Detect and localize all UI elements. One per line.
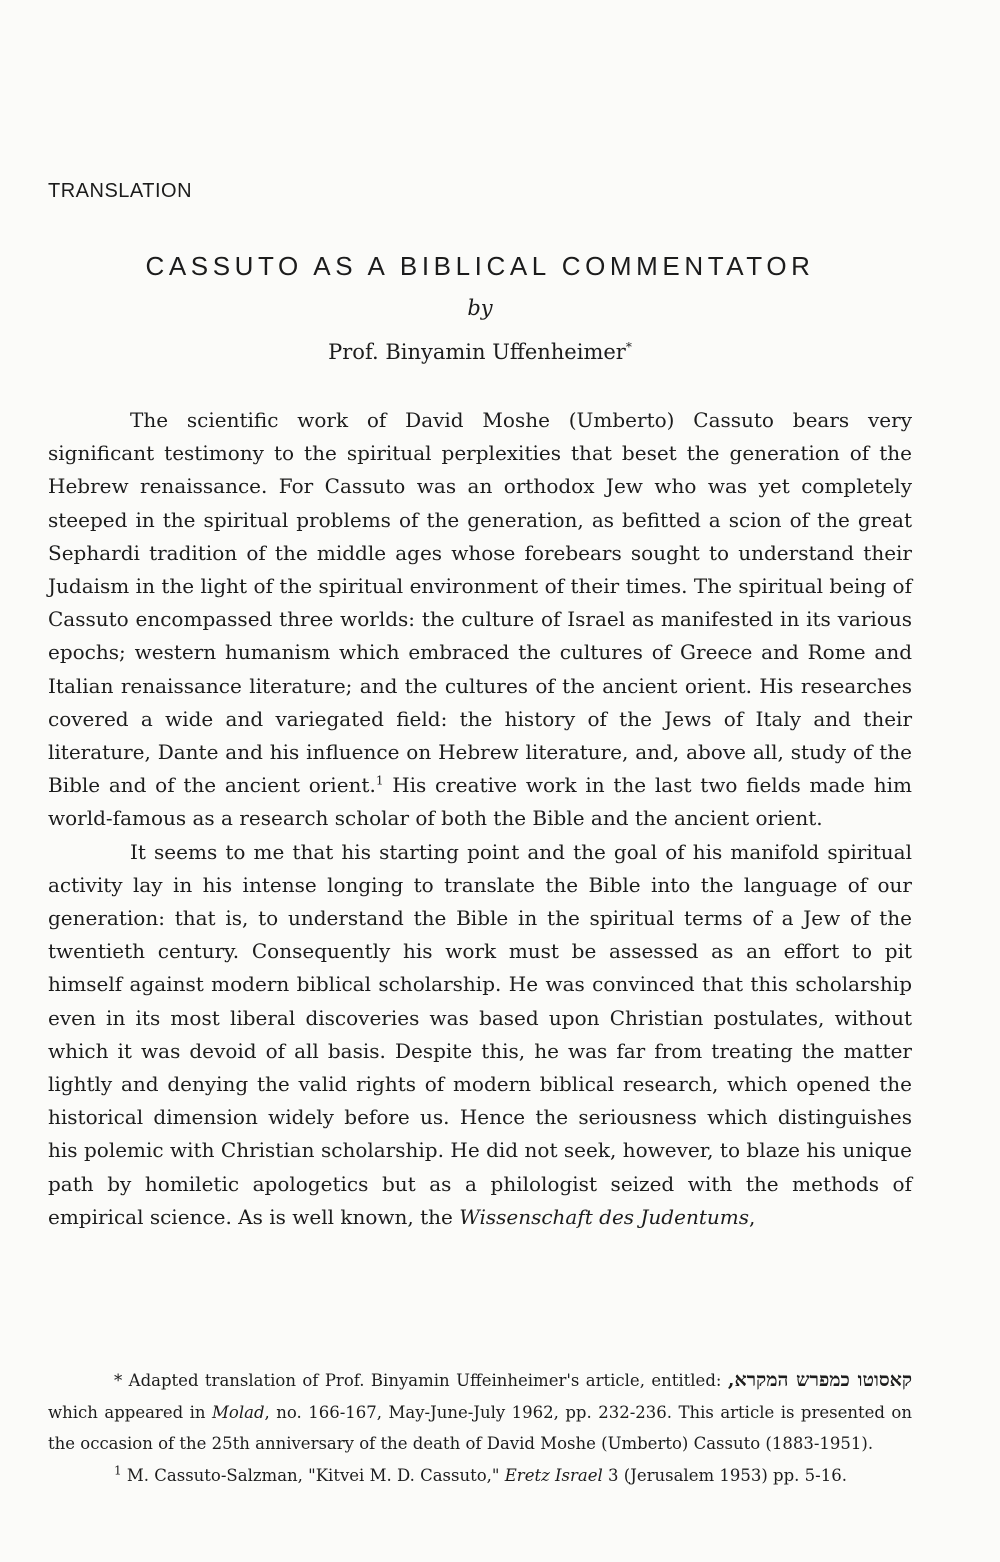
footnote-1-text-a: M. Cassuto-Salzman, "Kitvei M. D. Cassuto," <box>121 1465 505 1485</box>
footnote-star-text-b: which appeared in <box>48 1402 212 1422</box>
author-line <box>48 340 912 364</box>
journal-molad: Molad <box>212 1402 265 1422</box>
article-body <box>48 404 912 1234</box>
paragraph-2-end: , <box>748 1204 756 1229</box>
paragraph-2 <box>48 836 912 1234</box>
section-label: TRANSLATION <box>48 180 193 202</box>
article-page <box>48 0 912 1562</box>
paragraph-2-italic-term: Wissenschaft des Judentums <box>459 1204 749 1229</box>
journal-eretz-israel: Eretz Israel <box>504 1465 603 1485</box>
hebrew-title: קאסוטו כמפרש המקרא, <box>727 1369 913 1391</box>
paragraph-1-text-after: His creative work in the last two fields made him world-famous as a research scholar of both the Bible and the ancient orient. <box>48 773 912 831</box>
paragraph-1-text: The scientific work of David Moshe (Umberto) Cassuto bears very significant testimony to the spiritual perplexities that beset the generation of the Hebrew renaissance. For Cassuto was an orthodox Jew who was yet completely steeped in the spiritual problems of the generation, as befitted a scion of the great Sephardi tradition of the middle ages whose forebears sought to understand their Judaism in the light of the spiritual environment of their times. The spiritual being of Cassuto encompassed three worlds: the culture of Israel as manifested in its various epochs; western humanism which embraced the cultures of Greece and Rome and Italian renaissance literature; and the cultures of the ancient orient. His researches covered a wide and variegated field: the history of the Jews of Italy and their literature, Dante and his influence on Hebrew literature, and, above all, study of the Bible and of the ancient orient. <box>48 408 912 798</box>
footnote-star-text-a: Adapted translation of Prof. Binyamin Uffeinheimer's article, entitled: <box>122 1371 728 1390</box>
paragraph-2-text: It seems to me that his starting point and the goal of his manifold spiritual activity lay in his intense longing to translate the Bible into the language of our generation: that is, to understand the Bible in the spiritual terms of a Jew of the twentieth century. Consequently his work must be assessed as an effort to pit himself against modern biblical scholarship. He was convinced that this scholarship even in its most liberal discoveries was based upon Christian postulates, without which it was devoid of all basis. Despite this, he was far from treating the matter lightly and denying the valid rights of modern biblical research, which opened the historical dimension widely before us. Hence the seriousness which distinguishes his polemic with Christian scholarship. He did not seek, however, to blaze his unique path by homiletic apologetics but as a philologist seized with the methods of empirical science. As is well known, the <box>48 839 912 1229</box>
footnote-1 <box>48 1460 912 1492</box>
author-name: Prof. Binyamin Uffenheimer <box>328 340 626 364</box>
footnotes <box>48 1365 912 1491</box>
footnote-star-mark: * <box>114 1371 123 1390</box>
paragraph-1 <box>48 404 912 836</box>
byline: by <box>467 296 493 320</box>
footnote-1-text-b: 3 (Jerusalem 1953) pp. 5-16. <box>602 1465 847 1485</box>
footnote-1-mark: 1 <box>114 1463 122 1477</box>
author-footnote-mark[interactable]: * <box>625 340 632 354</box>
footnote-star <box>48 1365 912 1460</box>
footnote-ref-1[interactable]: 1 <box>375 773 384 788</box>
footnote-star-text-c: , no. 166-167, May-June-July 1962, pp. 232-236. This article is presented on the occasion of the 25th anniversary of the death of David Moshe (Umberto) Cassuto (1883-1951). <box>48 1402 912 1453</box>
article-title: CASSUTO AS A BIBLICAL COMMENTATOR <box>145 251 815 281</box>
